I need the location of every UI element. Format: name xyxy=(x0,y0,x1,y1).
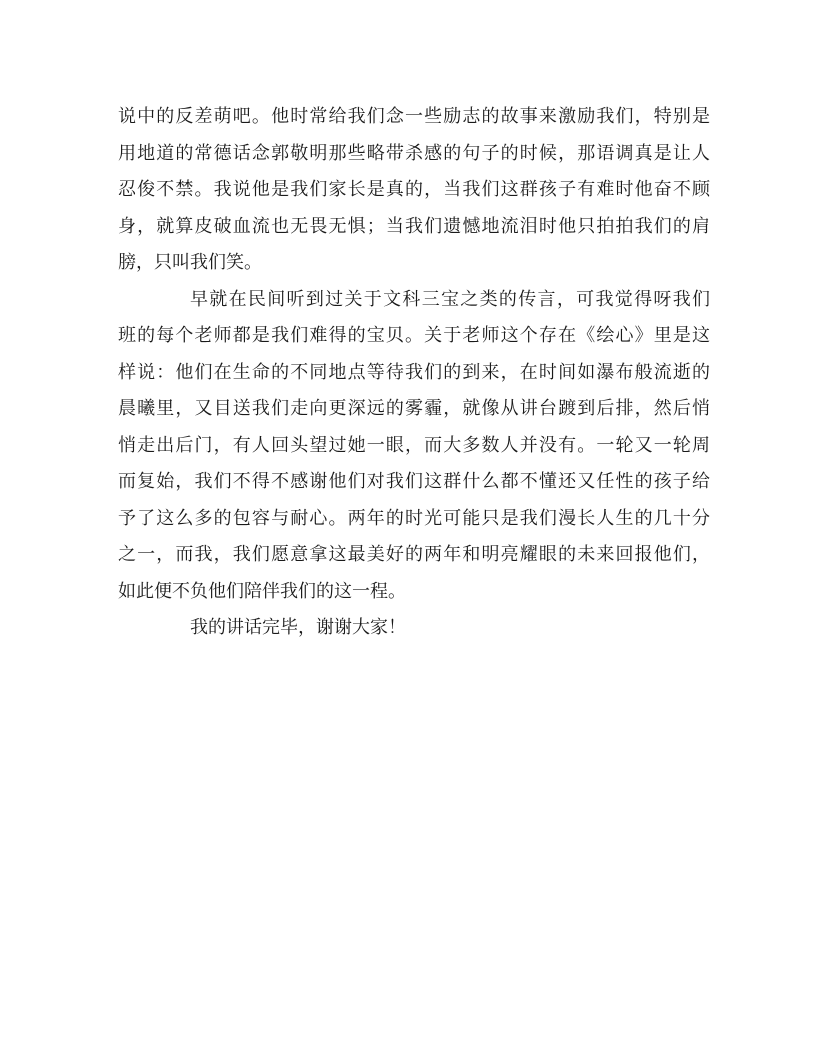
paragraph-2-line-4: 晨曦里，又目送我们走向更深远的雾霾，就像从讲台踱到后排，然后悄 xyxy=(118,398,710,419)
paragraph-2-line-3: 样说：他们在生命的不同地点等待我们的到来，在时间如瀑布般流逝的 xyxy=(118,361,710,383)
document-body xyxy=(118,99,710,647)
paragraph-1-line-2: 用地道的常德话念郭敬明那些略带杀感的句子的时候，那语调真是让人 xyxy=(118,142,710,164)
paragraph-2-line-6: 而复始，我们不得不感谢他们对我们这群什么都不懂还又任性的孩子给 xyxy=(118,471,710,492)
paragraph-2-line-5: 悄走出后门，有人回头望过她一眼，而大多数人并没有。一轮又一轮周 xyxy=(118,434,710,456)
paragraph-1-line-4: 身，就算皮破血流也无畏无惧；当我们遗憾地流泪时他只拍拍我们的肩 xyxy=(118,215,710,237)
closing-remark: 我的讲话完毕，谢谢大家！ xyxy=(190,617,406,638)
paragraph-2-line-8: 之一，而我，我们愿意拿这最美好的两年和明亮耀眼的未来回报他们， xyxy=(118,544,710,565)
paragraph-1-line-5: 膀，只叫我们笑。 xyxy=(118,252,262,273)
paragraph-2-line-1: 早就在民间听到过关于文科三宝之类的传言，可我觉得呀我们 xyxy=(190,288,710,310)
paragraph-2-line-7: 予了这么多的包容与耐心。两年的时光可能只是我们漫长人生的几十分 xyxy=(118,507,710,529)
paragraph-1-line-3: 忍俊不禁。我说他是我们家长是真的，当我们这群孩子有难时他奋不顾 xyxy=(118,179,710,200)
paragraph-2-line-2: 班的每个老师都是我们难得的宝贝。关于老师这个存在《绘心》里是这 xyxy=(118,325,710,346)
paragraph-1-line-1: 说中的反差萌吧。他时常给我们念一些励志的故事来激励我们，特别是 xyxy=(118,106,710,127)
paragraph-2-line-9: 如此便不负他们陪伴我们的这一程。 xyxy=(118,580,406,602)
